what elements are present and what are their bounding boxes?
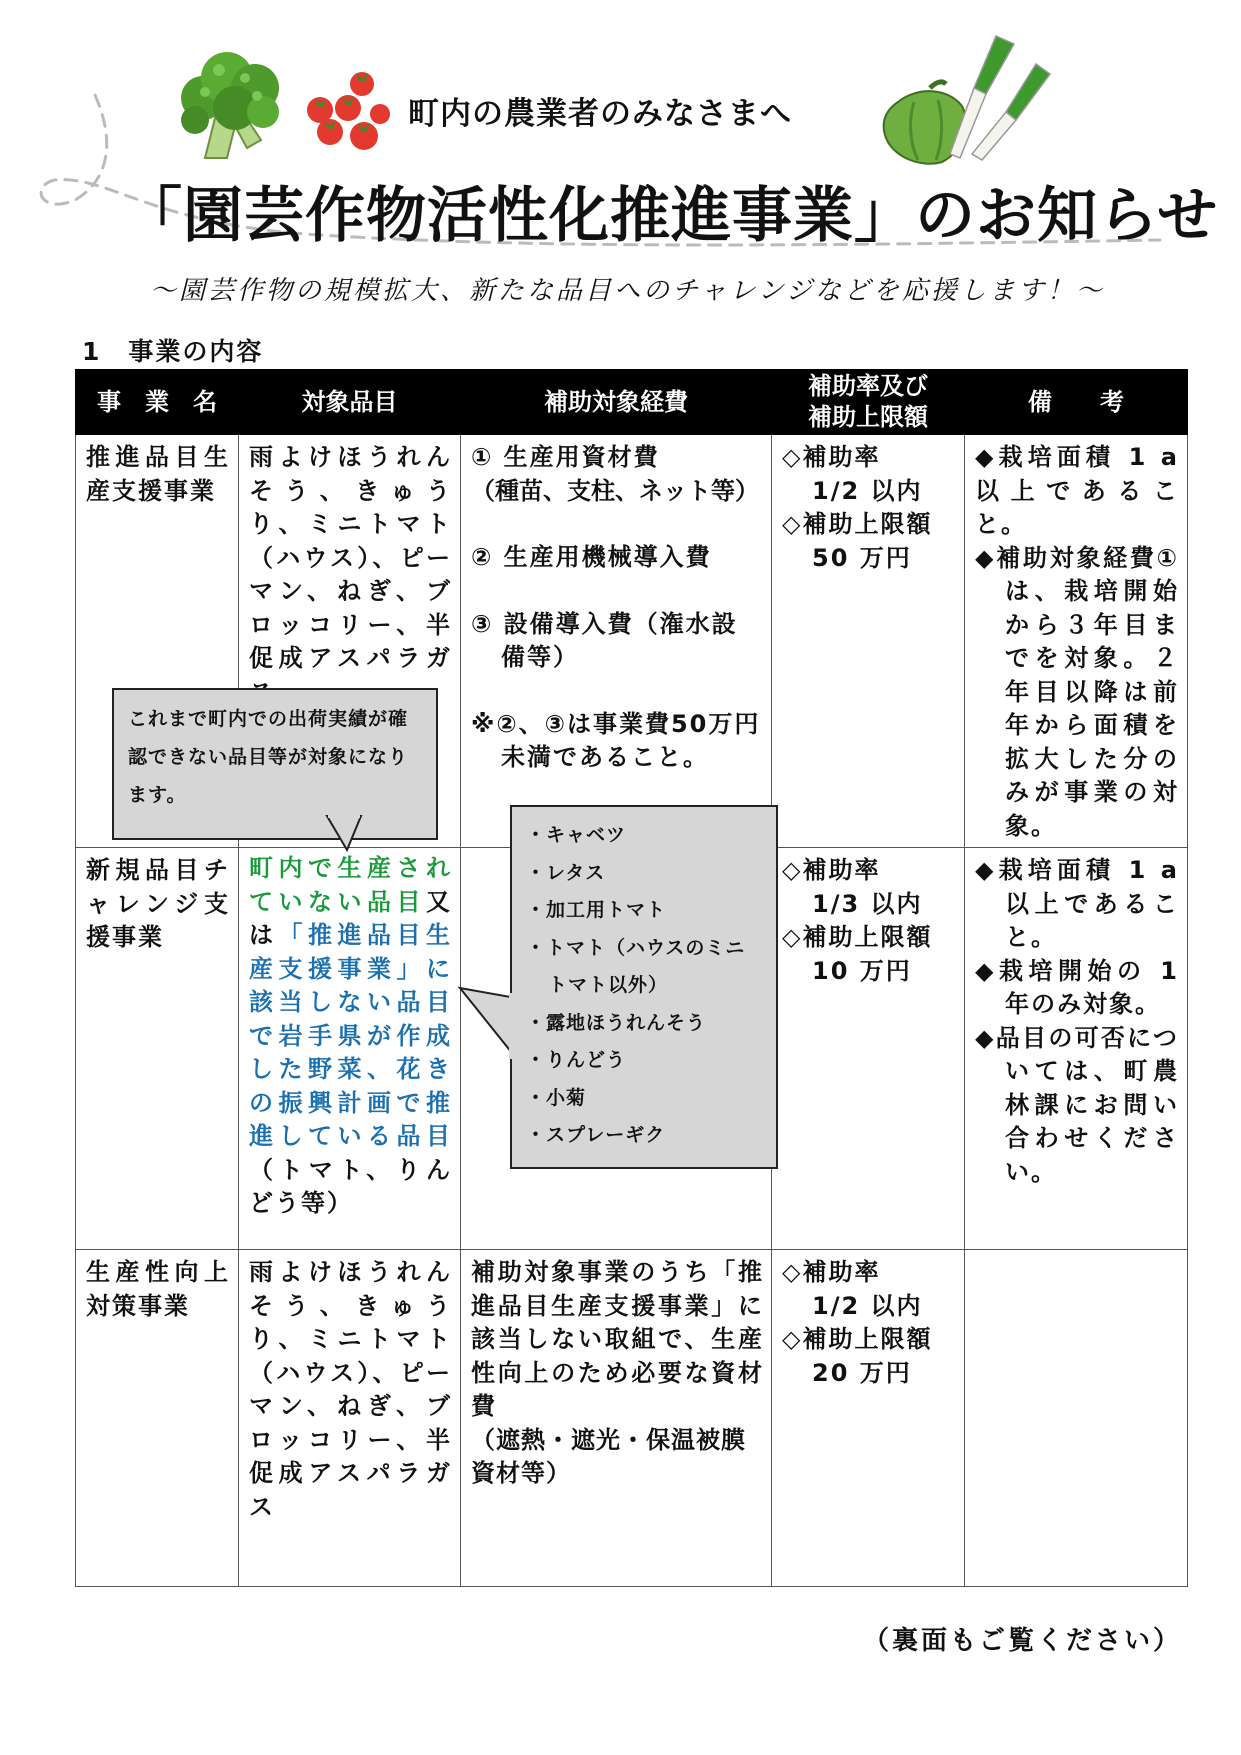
row3-expenses-detail: （遮熱・遮光・保温被膜資材等） [471, 1425, 746, 1487]
row1-exp2: ② 生産用機械導入費 [471, 543, 712, 571]
header-rate [772, 370, 965, 435]
row2-limit-label: ◇補助上限額 [782, 923, 933, 951]
row2-name: 新規品目チャレンジ支援事業 [76, 848, 239, 1250]
row1-exp3-title: ③ 設備導入費（潅水設 [471, 609, 738, 638]
header-items: 対象品目 [239, 370, 461, 435]
row2-items-or: 又は [249, 887, 452, 949]
row3-notes [965, 1250, 1188, 1587]
row1-items: 雨よけほうれんそう、きゅうり、ミニトマト（ハウス）、ピーマン、ねぎ、ブロッコリー、半促成アスパラガ [239, 435, 461, 848]
callout-right [510, 805, 778, 1169]
callout-list-item: ・レタス [526, 861, 606, 884]
row1-exp-note: ※②、③は事業費50万円未満であること。 [471, 709, 761, 771]
callout-list-item: ・加工用トマト [526, 899, 667, 921]
row2-limit-value: 10 万円 [812, 956, 912, 985]
row1-exp1-title: ① 生産用資材費 [471, 443, 660, 471]
callout-list-item: ・露地ほうれんそう [526, 1011, 707, 1034]
callout-left-tail [325, 814, 385, 854]
subtitle-heading: 町内の農業者のみなさまへ [408, 96, 792, 132]
row1-rate-label: ◇補助率 [782, 443, 881, 471]
row1-rate-value: 1/2 以内 [812, 476, 923, 505]
callout-list-item: ・スプレーギク [526, 1124, 666, 1146]
table-row [76, 1250, 1188, 1587]
row2-rate [772, 848, 965, 1250]
tomato-icon [300, 70, 400, 155]
footer-note: （裏面もご覧ください） [863, 1626, 1183, 1656]
callout-right-list [526, 817, 776, 1155]
section-heading: 1 事業の内容 [82, 337, 264, 366]
row3-limit-label: ◇補助上限額 [782, 1325, 933, 1353]
header-rate-line1: 補助率及び [808, 372, 928, 400]
callout-list-item: ・小菊 [526, 1086, 587, 1109]
row2-items [239, 848, 461, 1250]
row1-name: 推進品目生産支援事業 [76, 435, 239, 848]
callout-right-join [509, 993, 515, 1059]
row1-limit-value: 50 万円 [812, 543, 912, 572]
row3-rate-label: ◇補助率 [782, 1258, 881, 1286]
header-expenses: 補助対象経費 [461, 370, 772, 435]
row3-expenses [461, 1250, 772, 1587]
callout-list-item: ・トマト（ハウスのミニ [526, 936, 746, 959]
page-title: 「園芸作物活性化推進事業」のお知らせ [122, 181, 1219, 251]
row2-rate-label: ◇補助率 [782, 856, 881, 884]
row2-rate-value: 1/3 以内 [812, 889, 923, 918]
row1-exp1-detail: （種苗、支柱、ネット等） [471, 476, 759, 505]
row2-note3: ◆品目の可否については、町農林課にお問い合わせください。 [975, 1023, 1179, 1186]
header-notes: 備 考 [965, 370, 1188, 435]
callout-left: これまで町内での出荷実績が確認できない品目等が対象になります。 [112, 688, 438, 840]
callout-list-item: ・りんどう [526, 1049, 627, 1071]
row2-note2: ◆栽培開始の 1 年のみ対象。 [975, 956, 1179, 1018]
tagline: ～園芸作物の規模拡大、新たな品目へのチャレンジなどを応援します！～ [150, 276, 1105, 306]
row2-items-blue: 「推進品目生産支援事業」に該当しない品目で岩手県が作成した野菜、花きの振興計画で推進している品目 [249, 921, 452, 1150]
row2-notes [965, 848, 1188, 1250]
row1-rate [772, 435, 965, 848]
row1-limit-label: ◇補助上限額 [782, 510, 933, 538]
callout-list-item: ・キャベツ [526, 824, 627, 846]
broccoli-icon [175, 48, 285, 163]
row2-items-example: （トマト、りんどう等） [249, 1155, 452, 1217]
header-name: 事 業 名 [76, 370, 239, 435]
row1-exp3-detail: 備等） [501, 643, 579, 671]
row3-rate [772, 1250, 965, 1587]
row2-items-green: 町内で生産されていない品目 [249, 854, 452, 916]
green-onion-icon [950, 34, 1060, 164]
row3-rate-value: 1/2 以内 [812, 1291, 923, 1320]
callout-list-item: トマト以外） [548, 974, 669, 996]
table-header-row [76, 370, 1188, 435]
row3-limit-value: 20 万円 [812, 1358, 912, 1387]
row3-name: 生産性向上対策事業 [76, 1250, 239, 1587]
row1-expenses [461, 435, 772, 848]
row2-note1: ◆栽培面積 1 a 以上であること。 [975, 856, 1179, 951]
row1-notes [965, 435, 1188, 848]
row1-note1: ◆栽培面積 1 a 以上であること。 [975, 443, 1179, 538]
row3-expenses-text: 補助対象事業のうち「推進品目生産支援事業」に該当しない取組で、生産性向上のため必要な資材費 [471, 1258, 763, 1420]
row3-items: 雨よけほうれんそう、きゅうり、ミニトマト（ハウス）、ピーマン、ねぎ、ブロッコリー、半促成アスパラガス [239, 1250, 461, 1587]
header-rate-line2: 補助上限額 [808, 403, 928, 431]
row1-note2: ◆補助対象経費①は、栽培開始から３年目までを対象。２年目以降は前年から面積を拡大した分のみが事業の対象。 [975, 543, 1179, 840]
